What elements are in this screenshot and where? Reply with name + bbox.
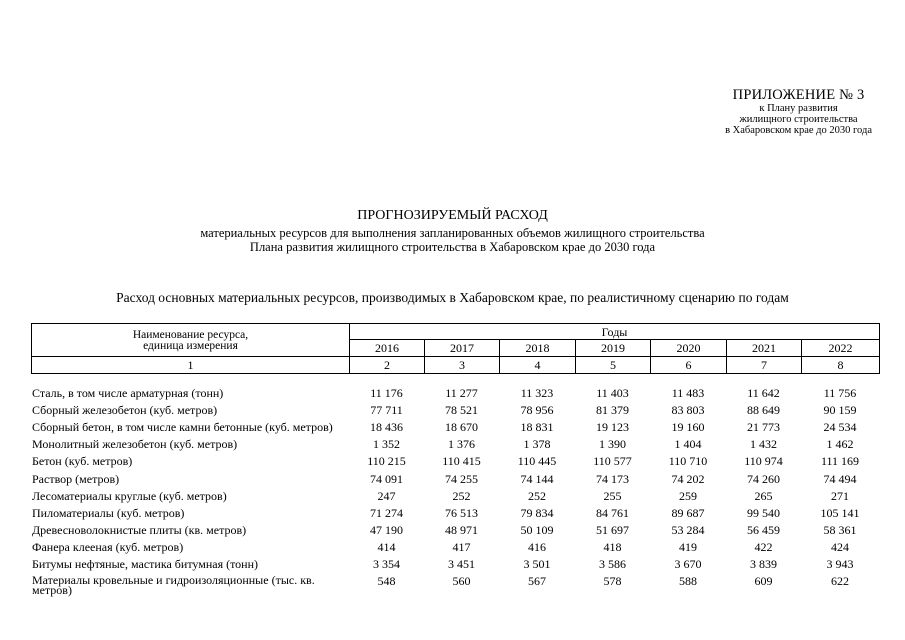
- resource-value: 81 379: [596, 402, 629, 417]
- resource-value: 1 404: [674, 437, 702, 452]
- resource-value: 21 773: [747, 419, 780, 434]
- resource-value: 414: [377, 540, 396, 555]
- resource-value: 424: [831, 540, 849, 555]
- resource-value: 74 260: [747, 471, 780, 486]
- resource-value: 18 831: [520, 419, 554, 434]
- year-header: 2022: [802, 340, 880, 357]
- column-number: 5: [576, 357, 651, 374]
- resource-name: Битумы нефтяные, мастика битумная (тонн): [32, 557, 259, 572]
- resource-value: 74 494: [823, 471, 857, 486]
- resource-value: 19 123: [596, 419, 629, 434]
- resource-value: 560: [452, 574, 471, 589]
- year-header: 2019: [576, 340, 651, 357]
- resource-value: 1 432: [750, 437, 777, 452]
- year-header: 2016: [350, 340, 425, 357]
- appendix-block: [725, 88, 872, 136]
- resource-value: 89 687: [671, 505, 705, 520]
- document-subtitle: [0, 227, 905, 254]
- resource-value: 578: [603, 574, 622, 589]
- resource-value: 416: [528, 540, 546, 555]
- resource-value: 588: [679, 574, 697, 589]
- resource-value: 11 176: [370, 385, 403, 400]
- resource-value: 11 756: [823, 385, 857, 400]
- resource-name: Пиломатериалы (куб. метров): [32, 505, 185, 520]
- resource-value: 11 483: [671, 385, 705, 400]
- years-header: Годы: [350, 324, 880, 340]
- column-number: 1: [32, 357, 350, 374]
- table-row: [31, 470, 879, 487]
- resource-value: 74 091: [370, 471, 403, 486]
- resource-value: 11 642: [747, 385, 780, 400]
- resource-value: 609: [754, 574, 773, 589]
- resource-name: Сталь, в том числе арматурная (тонн): [32, 385, 224, 400]
- resource-value: 419: [679, 540, 697, 555]
- column-number: 2: [350, 357, 425, 374]
- resource-value: 1 390: [599, 437, 626, 452]
- resource-value: 110 415: [442, 454, 481, 469]
- table-row: [31, 401, 879, 418]
- resource-value: 78 956: [520, 402, 554, 417]
- resource-value: 110 215: [367, 454, 406, 469]
- table-header: [31, 323, 880, 374]
- table-row: [31, 487, 879, 504]
- resource-value: 265: [754, 488, 773, 503]
- resource-name: Древесноволокнистые плиты (кв. метров): [32, 523, 247, 538]
- resource-value: 3 451: [448, 557, 475, 572]
- resource-name-header-line-2: единица измерения: [143, 340, 238, 352]
- resource-value: 47 190: [370, 523, 403, 538]
- resource-value: 422: [754, 540, 773, 555]
- resource-value: 83 803: [671, 402, 705, 417]
- table-row: [31, 556, 879, 573]
- year-header: 2021: [727, 340, 802, 357]
- table-row: [31, 522, 879, 539]
- resource-value: 19 160: [671, 419, 705, 434]
- resource-value: 79 834: [520, 505, 554, 520]
- resource-value: 50 109: [520, 523, 554, 538]
- resource-value: 11 277: [445, 385, 478, 400]
- column-number: 8: [802, 357, 880, 374]
- resource-name: Материалы кровельные и гидроизоляционные (тыс. кв. метров): [32, 573, 315, 598]
- resource-value: 418: [603, 540, 622, 555]
- resource-name: Монолитный железобетон (куб. метров): [32, 437, 238, 452]
- resource-value: 622: [831, 574, 849, 589]
- resource-value: 3 354: [373, 557, 400, 572]
- document-title: ПРОГНОЗИРУЕМЫЙ РАСХОД: [357, 208, 548, 223]
- resource-value: 3 839: [750, 557, 777, 572]
- table-row: [31, 573, 879, 599]
- resource-name: Раствор (метров): [32, 471, 120, 486]
- resource-value: 548: [377, 574, 396, 589]
- column-number: 6: [651, 357, 727, 374]
- resource-value: 255: [603, 488, 622, 503]
- resource-value: 56 459: [747, 523, 780, 538]
- resource-name: Сборный железобетон (куб. метров): [32, 402, 218, 417]
- resource-value: 11 323: [520, 385, 554, 400]
- resource-value: 58 361: [823, 523, 857, 538]
- resource-value: 1 462: [826, 437, 854, 452]
- year-header: 2020: [651, 340, 727, 357]
- resource-value: 71 274: [370, 505, 403, 520]
- column-number: 7: [727, 357, 802, 374]
- resource-value: 252: [528, 488, 546, 503]
- resource-value: 110 710: [668, 454, 708, 469]
- resource-value: 11 403: [596, 385, 629, 400]
- resource-value: 3 501: [523, 557, 551, 572]
- resource-value: 74 255: [445, 471, 478, 486]
- table-row: [31, 504, 879, 521]
- year-header: 2018: [500, 340, 576, 357]
- resource-value: 53 284: [671, 523, 705, 538]
- resource-name-header-line-1: Наименование ресурса,: [132, 329, 249, 341]
- appendix-line-2: жилищного строительства: [739, 113, 858, 125]
- resource-value: 252: [452, 488, 471, 503]
- resource-value: 48 971: [445, 523, 478, 538]
- table-caption: Расход основных материальных ресурсов, производимых в Хабаровском крае, по реалистичному сценарию по годам: [116, 290, 789, 305]
- resource-value: 111 169: [820, 454, 860, 469]
- resource-value: 247: [377, 488, 396, 503]
- resource-value: 3 586: [599, 557, 626, 572]
- resource-value: 88 649: [747, 402, 780, 417]
- document-subtitle-line-1: материальных ресурсов для выполнения запланированных объемов жилищного строительства: [200, 226, 705, 240]
- resource-name: Фанера клееная (куб. метров): [32, 540, 184, 555]
- resource-value: 567: [528, 574, 546, 589]
- resource-value: 3 943: [826, 557, 854, 572]
- table-row: [31, 453, 879, 470]
- resource-value: 1 378: [523, 437, 551, 452]
- resource-value: 76 513: [445, 505, 478, 520]
- appendix-line-3: в Хабаровском крае до 2030 года: [725, 124, 872, 136]
- resource-value: 77 711: [370, 402, 403, 417]
- document-subtitle-line-2: Плана развития жилищного строительства в Хабаровском крае до 2030 года: [249, 239, 656, 254]
- column-number: 4: [500, 357, 576, 374]
- resource-value: 110 974: [744, 454, 783, 469]
- resource-value: 3 670: [674, 557, 702, 572]
- resource-value: 74 144: [520, 471, 554, 486]
- table-row: [31, 539, 879, 556]
- resource-value: 90 159: [823, 402, 857, 417]
- resource-name: Сборный бетон, в том числе камни бетонные (куб. метров): [32, 419, 333, 434]
- resource-value: 99 540: [747, 505, 780, 520]
- resource-name-header: [32, 324, 350, 357]
- resource-value: 105 141: [820, 505, 860, 520]
- resource-value: 18 436: [370, 419, 403, 434]
- resource-value: 110 577: [593, 454, 632, 469]
- table-row: [31, 384, 879, 401]
- resource-value: 271: [831, 488, 849, 503]
- resource-name: Лесоматериалы круглые (куб. метров): [32, 488, 227, 503]
- table-row: [31, 418, 879, 435]
- resource-value: 18 670: [445, 419, 478, 434]
- resource-value: 78 521: [445, 402, 478, 417]
- resource-value: 417: [452, 540, 471, 555]
- resource-value: 259: [679, 488, 697, 503]
- appendix-title: ПРИЛОЖЕНИЕ № 3: [732, 87, 865, 103]
- resource-value: 74 173: [596, 471, 629, 486]
- resource-value: 24 534: [823, 419, 857, 434]
- year-header: 2017: [425, 340, 500, 357]
- resource-table-body: [31, 384, 879, 599]
- resource-value: 51 697: [596, 523, 629, 538]
- resource-name: Бетон (куб. метров): [32, 454, 133, 469]
- resource-value: 84 761: [596, 505, 629, 520]
- column-number: 3: [425, 357, 500, 374]
- resource-value: 1 376: [448, 437, 475, 452]
- table-row: [31, 436, 879, 453]
- resource-value: 110 445: [517, 454, 557, 469]
- resource-value: 1 352: [373, 437, 400, 452]
- resource-value: 74 202: [671, 471, 705, 486]
- appendix-line-1: к Плану развития: [759, 102, 838, 114]
